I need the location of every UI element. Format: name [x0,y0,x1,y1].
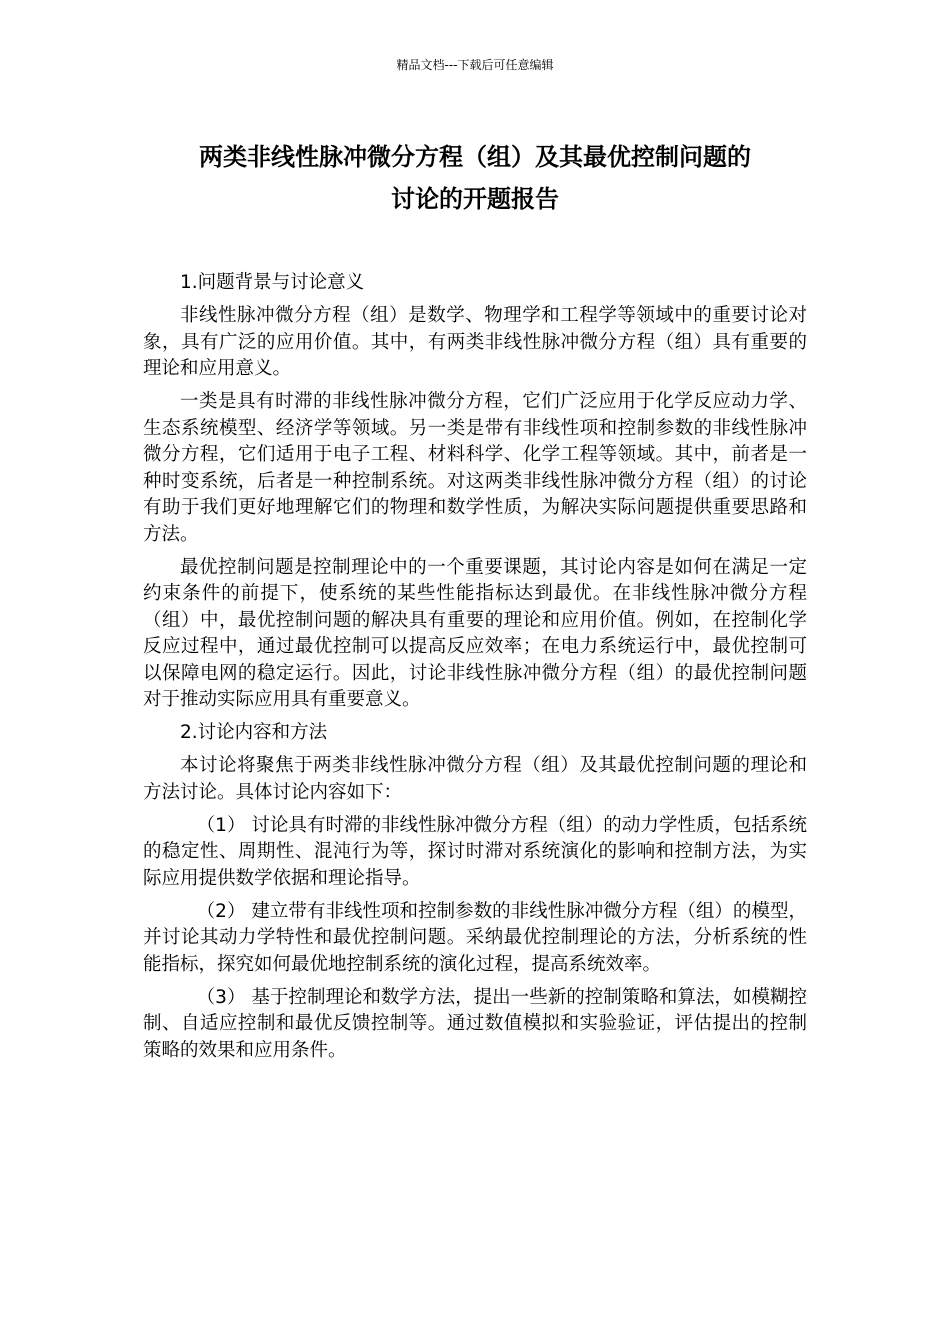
document-body [143,270,807,1071]
document-title-line-1: 两类非线性脉冲微分方程（组）及其最优控制问题的 [199,143,751,171]
header-note: 精品文档---下载后可任意编辑 [396,58,554,72]
paragraph-optimal-control: 最优控制问题是控制理论中的一个重要课题，其讨论内容是如何在满足一定约束条件的前提下，使系统的某些性能指标达到最优。在非线性脉冲微分方程（组）中，最优控制问题的解决具有重要的理论和应用价值。例如，在控制化学反应过程中，通过最优控制可以提高反应效率；在电力系统运行中，最优控制可以保障电网的稳定运行。因此，讨论非线性脉冲微分方程（组）的最优控制问题对于推动实际应用具有重要意义。 [143,556,807,710]
section-heading-background: 1.问题背景与讨论意义 [180,272,365,293]
paragraph-intro: 非线性脉冲微分方程（组）是数学、物理学和工程学等领域中的重要讨论对象，具有广泛的应用价值。其中，有两类非线性脉冲微分方程（组）具有重要的理论和应用意义。 [143,305,807,379]
section-heading-content-methods: 2.讨论内容和方法 [180,722,328,743]
list-item-2: （2） 建立带有非线性项和控制参数的非线性脉冲微分方程（组）的模型，并讨论其动力学特性和最优控制问题。采纳最优控制理论的方法，分析系统的性能指标，探究如何最优地控制系统的演化过程，提高系统效率。 [143,900,807,975]
document-title [120,136,830,220]
list-item-1: （1） 讨论具有时滞的非线性脉冲微分方程（组）的动力学性质，包括系统的稳定性、周期性、混沌行为等，探讨时滞对系统演化的影响和控制方法，为实际应用提供数学依据和理论指导。 [143,814,807,889]
document-title-line-2: 讨论的开题报告 [391,185,559,213]
list-item-3: （3） 基于控制理论和数学方法，提出一些新的控制策略和算法，如模糊控制、自适应控制和最优反馈控制等。通过数值模拟和实验验证，评估提出的控制策略的效果和应用条件。 [143,986,807,1061]
paragraph-two-classes: 一类是具有时滞的非线性脉冲微分方程，它们广泛应用于化学反应动力学、生态系统模型、经济学等领域。另一类是带有非线性项和控制参数的非线性脉冲微分方程，它们适用于电子工程、材料科学、化学工程等领域。其中，前者是一种时变系统，后者是一种控制系统。对这两类非线性脉冲微分方程（组）的讨论有助于我们更好地理解它们的物理和数学性质，为解决实际问题提供重要思路和方法。 [143,391,807,545]
paragraph-research-focus: 本讨论将聚焦于两类非线性脉冲微分方程（组）及其最优控制问题的理论和方法讨论。具体讨论内容如下： [143,755,807,803]
